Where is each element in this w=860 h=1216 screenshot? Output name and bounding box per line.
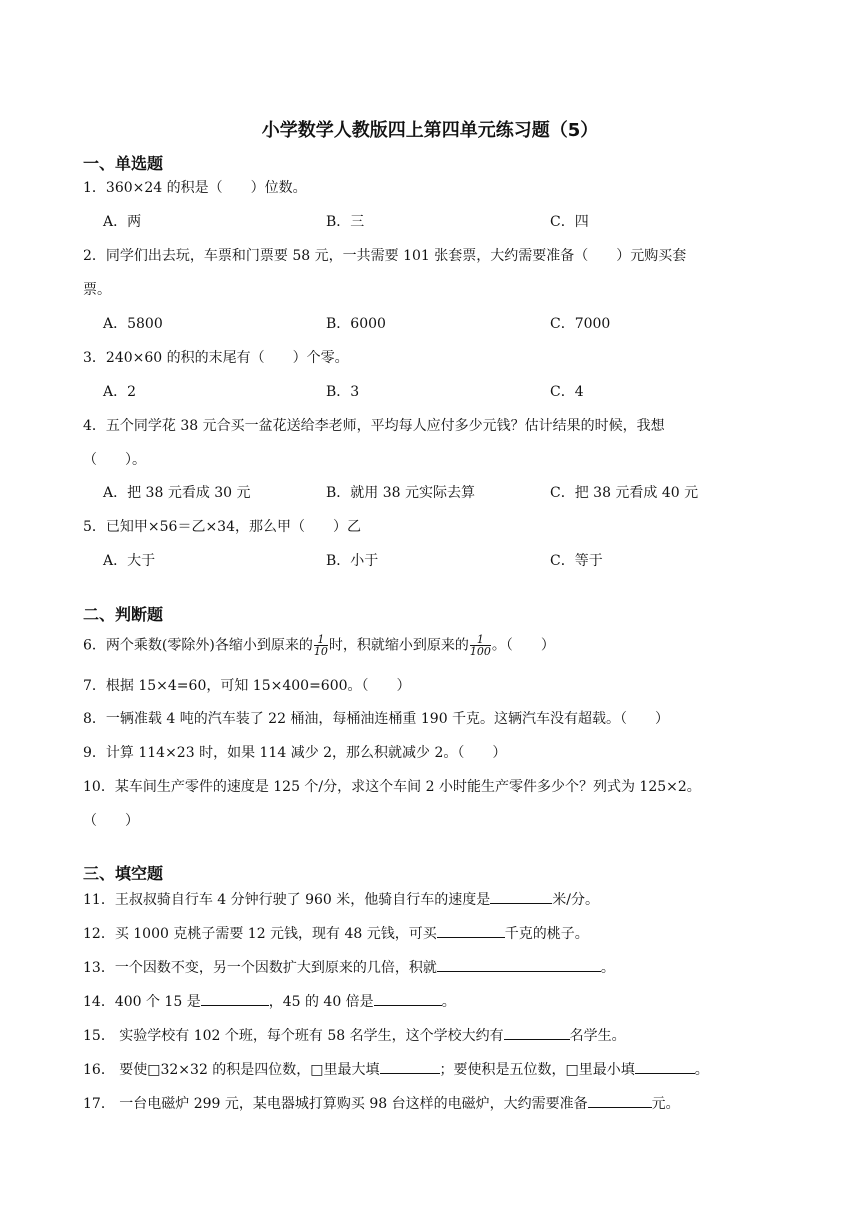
option-5c: C．等于 (550, 553, 603, 569)
question-16-text: 16． 要使□32×32 的积是四位数，□里最大填 (83, 1062, 380, 1078)
question-11 (83, 889, 599, 910)
question-15 (83, 1025, 626, 1046)
option-1b: B．三 (326, 214, 365, 230)
answer-blank[interactable] (374, 991, 442, 1006)
question-8: 8．一辆准载 4 吨的汽车装了 22 桶油，每桶油连桶重 190 千克。这辆汽车没有超载。（ ） (83, 711, 670, 727)
question-13 (83, 957, 615, 978)
question-17-unit: 元。 (651, 1096, 680, 1112)
fraction-numerator: 1 (470, 634, 491, 646)
option-4c: C．把 38 元看成 40 元 (550, 485, 699, 501)
question-17 (83, 1093, 680, 1114)
answer-blank[interactable] (437, 957, 601, 972)
question-16 (83, 1059, 709, 1080)
question-7: 7．根据 15×4=60，可知 15×400=600。（ ） (83, 678, 411, 694)
question-17-text: 17． 一台电磁炉 299 元，某电器城打算购买 98 台这样的电磁炉，大约需要准备 (83, 1096, 588, 1112)
option-3c: C．4 (550, 384, 584, 400)
question-3: 3．240×60 的积的末尾有（ ）个零。 (83, 350, 349, 366)
option-5a: A．大于 (103, 553, 156, 569)
question-10-line-1: 10．某车间生产零件的速度是 125 个/分，求这个车间 2 小时能生产零件多少个？列式为 125×2。 (83, 779, 701, 795)
question-4-line-1: 4．五个同学花 38 元合买一盆花送给李老师，平均每人应付多少元钱？估计结果的时候，我想 (83, 418, 665, 434)
answer-blank[interactable] (588, 1093, 652, 1108)
question-14-text: 14．400 个 15 是 (83, 994, 201, 1010)
option-4b: B．就用 38 元实际去算 (326, 485, 476, 501)
question-12-text: 12．买 1000 克桃子需要 12 元钱，现有 48 元钱，可买 (83, 926, 437, 942)
option-3a: A．2 (103, 384, 137, 400)
section-heading-true-false: 二、判断题 (83, 605, 164, 624)
answer-blank[interactable] (201, 991, 269, 1006)
question-16-end: 。 (694, 1062, 709, 1078)
question-4-line-2: （ ）。 (83, 452, 146, 468)
question-9: 9．计算 114×23 时，如果 114 减少 2，那么积就减少 2。（ ） (83, 745, 507, 761)
option-1a: A．两 (103, 214, 142, 230)
question-2-line-1: 2．同学们出去玩，车票和门票要 58 元，一共需要 101 张套票，大约需要准备（ ）元购买套 (83, 248, 687, 264)
option-2c: C．7000 (550, 316, 611, 332)
option-2b: B．6000 (326, 316, 386, 332)
section-heading-single-choice: 一、单选题 (83, 154, 164, 173)
page-title: 小学数学人教版四上第四单元练习题（5） (261, 120, 599, 141)
answer-blank[interactable] (380, 1059, 440, 1074)
option-3b: B．3 (326, 384, 360, 400)
answer-blank[interactable] (635, 1059, 695, 1074)
section-heading-fill-in: 三、填空题 (83, 864, 164, 883)
question-14 (83, 991, 456, 1012)
option-4a: A．把 38 元看成 30 元 (103, 485, 251, 501)
question-15-unit: 名学生。 (569, 1028, 626, 1044)
question-11-text: 11．王叔叔骑自行车 4 分钟行驶了 960 米，他骑自行车的速度是 (83, 892, 491, 908)
question-13-end: 。 (600, 960, 615, 976)
question-15-text: 15． 实验学校有 102 个班，每个班有 58 名学生，这个学校大约有 (83, 1028, 504, 1044)
question-16-text-2: ；要使积是五位数，□里最小填 (439, 1062, 635, 1078)
question-14-end: 。 (441, 994, 456, 1010)
question-1: 1．360×24 的积是（ ）位数。 (83, 180, 307, 196)
question-6-text-start: 6．两个乘数(零除外)各缩小到原来的 (83, 637, 313, 654)
question-5: 5．已知甲×56＝乙×34，那么甲（ ）乙 (83, 519, 361, 535)
fraction-one-tenth (314, 634, 328, 657)
question-13-text: 13．一个因数不变，另一个因数扩大到原来的几倍，积就 (83, 960, 437, 976)
question-2-line-2: 票。 (83, 282, 111, 298)
answer-blank[interactable] (504, 1025, 570, 1040)
question-6-text-middle: 时，积就缩小到原来的 (328, 637, 469, 654)
fraction-one-hundredth (470, 634, 491, 657)
question-10-line-2: （ ） (83, 813, 139, 829)
question-6 (83, 634, 555, 657)
fraction-denominator: 10 (313, 645, 328, 658)
question-6-text-end: 。（ ） (491, 637, 555, 654)
question-14-text-2: ，45 的 40 倍是 (268, 994, 374, 1010)
fraction-numerator: 1 (314, 634, 328, 646)
option-2a: A．5800 (103, 316, 163, 332)
option-1c: C．四 (550, 214, 589, 230)
question-12-unit: 千克的桃子。 (504, 926, 589, 942)
answer-blank[interactable] (490, 889, 552, 904)
fraction-denominator: 100 (469, 645, 491, 658)
option-5b: B．小于 (326, 553, 379, 569)
question-11-unit: 米/分。 (552, 892, 599, 908)
question-12 (83, 923, 589, 944)
answer-blank[interactable] (437, 923, 505, 938)
